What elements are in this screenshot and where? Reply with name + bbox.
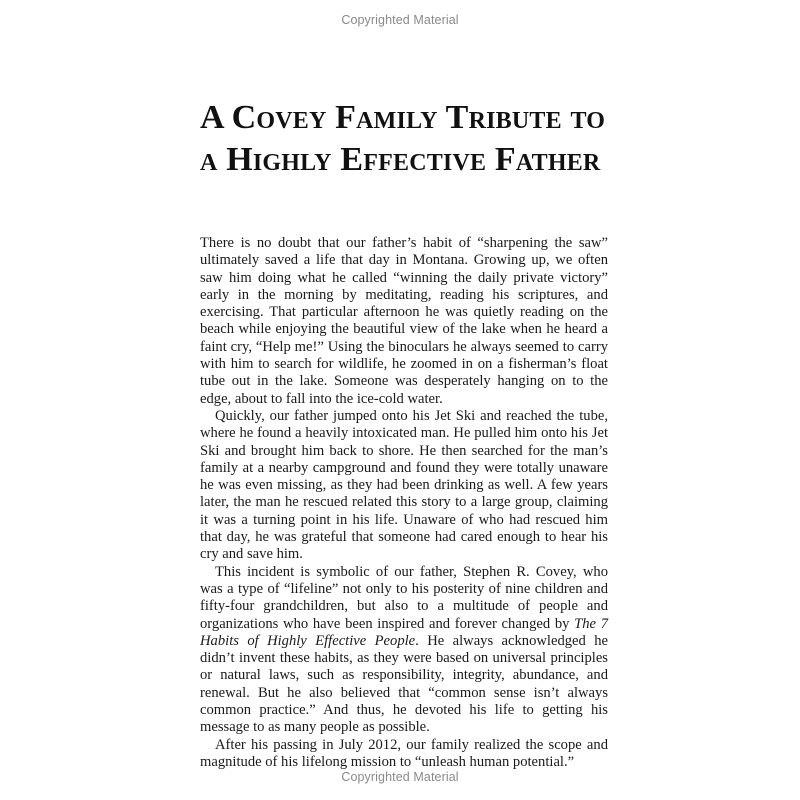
paragraph-4: After his passing in July 2012, our family realized the scope and magnitude of his lifelong mission to “unleash human potential.” [200, 736, 608, 770]
paragraph-3-text-before: This incident is symbolic of our father, Stephen R. Covey, who was a type of “lifeline” not only to his posterity of nine children and fifty-four grandchildren, but also to a multitude of people and organizations who have been inspired and forever changed by [200, 563, 608, 632]
chapter-title-line-2: a Highly Effective Father [200, 141, 601, 178]
book-title: The 7 Habits of Highly Effective People [200, 615, 608, 649]
copyright-watermark-top: Copyrighted Material [341, 13, 459, 27]
paragraph-1: There is no doubt that our father’s habit of “sharpening the saw” ultimately saved a life that day in Montana. Growing up, we often saw him doing what he called “winning the daily private victory” early in the morning by meditating, reading his scriptures, and exercising. That particular afternoon he was quietly reading on the beach while enjoying the beautiful view of the lake when he heard a faint cry, “Help me!” Using the binoculars he always seemed to carry with him to search for wildlife, he zoomed in on a fisherman’s float tube out in the lake. Someone was desperately hanging on to the edge, about to fall into the ice-cold water. [200, 235, 608, 407]
chapter-title-line-1: A Covey Family Tribute to [200, 99, 606, 136]
copyright-watermark-bottom: Copyrighted Material [341, 770, 459, 784]
chapter-title [200, 97, 620, 181]
paragraph-2: Quickly, our father jumped onto his Jet Ski and reached the tube, where he found a heavily intoxicated man. He pulled him onto his Jet Ski and brought him back to shore. He then searched for the man’s family at a nearby campground and found they were totally unaware he was even missing, as they had been drinking as well. A few years later, the man he rescued related this story to a large group, claiming it was a turning point in his life. Unaware of who had rescued him that day, he was grateful that someone had cared enough to hear his cry and save him. [200, 407, 608, 563]
paragraph-3-text-after: . He always acknowledged he didn’t invent these habits, as they were based on universal principles or natural laws, such as responsibility, integrity, abundance, and renewal. But he also believed that “common sense isn’t always common practice.” And thus, he devoted his life to getting his message to as many people as possible. [200, 632, 608, 736]
paragraph-3 [200, 564, 608, 737]
chapter-body [200, 235, 608, 771]
